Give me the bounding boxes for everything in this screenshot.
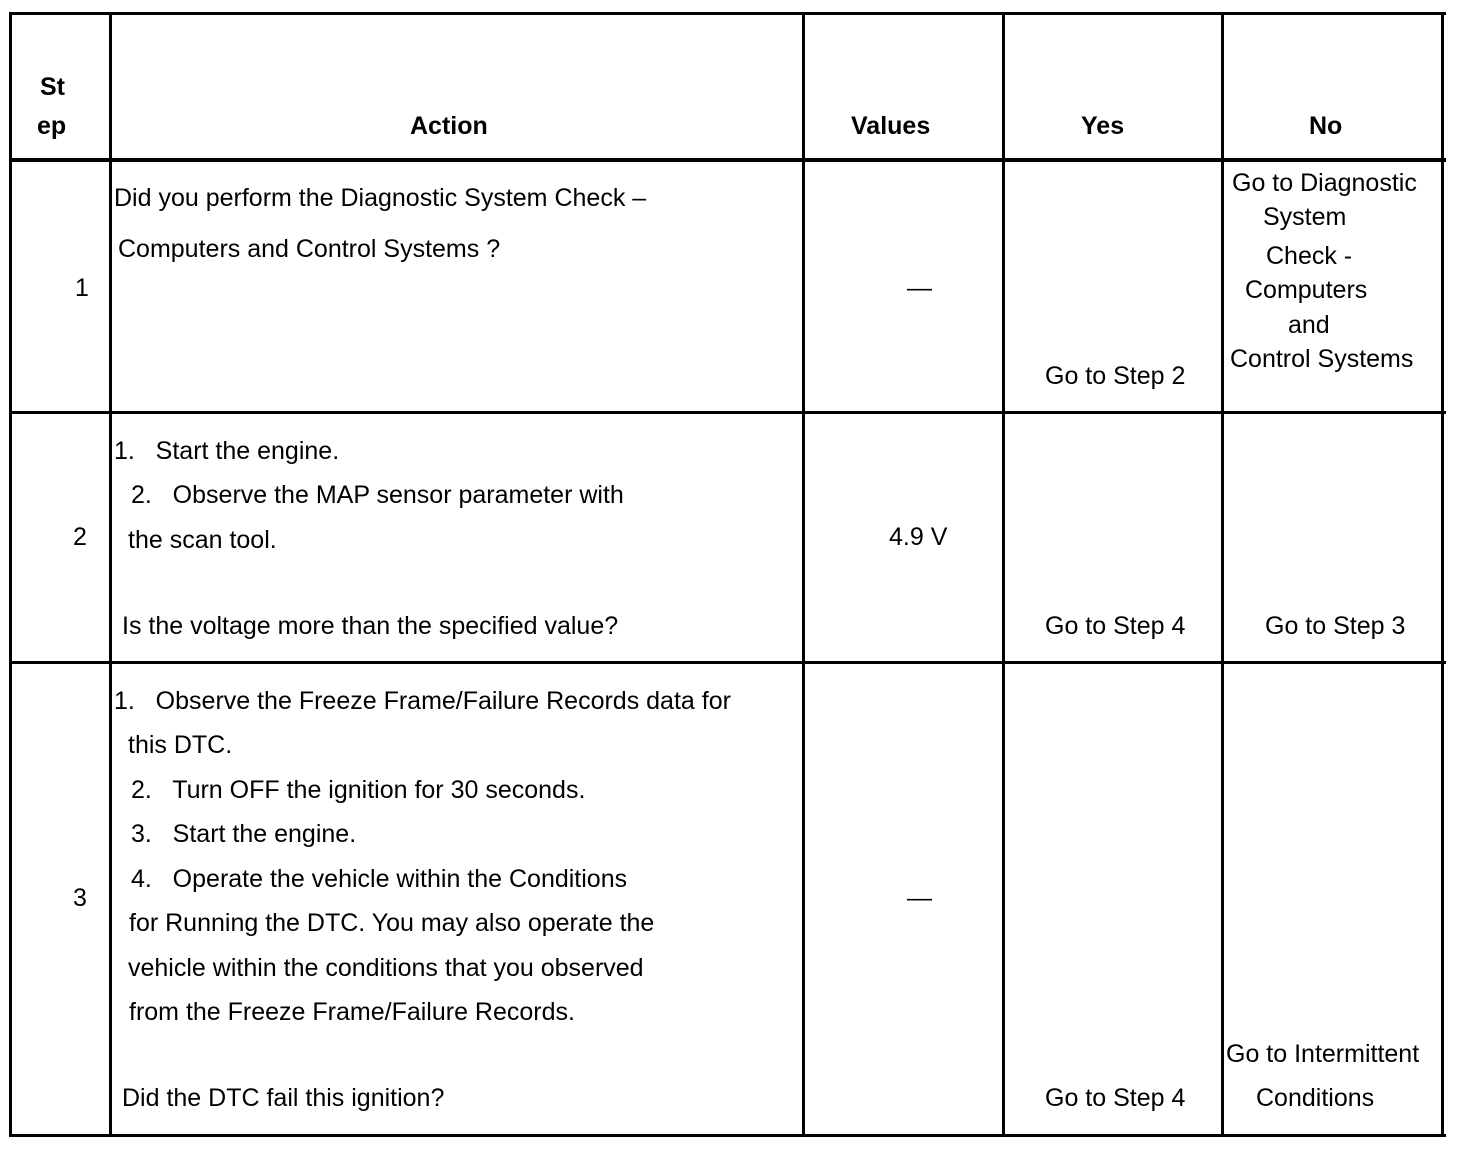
no-text: Go to Diagnostic — [1232, 169, 1417, 197]
no-text: Conditions — [1256, 1084, 1375, 1112]
action-text: vehicle within the conditions that you observed — [128, 954, 644, 982]
action-text: 1. Start the engine. — [114, 437, 340, 465]
no-text: Control Systems — [1230, 345, 1414, 373]
action-text: this DTC. — [128, 731, 233, 759]
header-values: Values — [851, 112, 931, 140]
action-text: Did the DTC fail this ignition? — [122, 1084, 445, 1112]
action-text: 2. Turn OFF the ignition for 30 seconds. — [131, 776, 586, 804]
header-yes: Yes — [1081, 112, 1125, 140]
action-text: 1. Observe the Freeze Frame/Failure Records data for — [114, 687, 731, 715]
action-text: Computers and Control Systems ? — [118, 235, 501, 263]
action-text: 3. Start the engine. — [131, 820, 357, 848]
no-text: Computers — [1245, 276, 1368, 304]
header-action: Action — [410, 112, 488, 140]
action-text: for Running the DTC. You may also operate the — [129, 909, 655, 937]
no-text: Check - — [1266, 242, 1353, 270]
value-text: 4.9 V — [889, 523, 948, 551]
table-border-top — [9, 12, 1446, 15]
no-text: System — [1263, 203, 1347, 231]
yes-text: Go to Step 4 — [1045, 1084, 1186, 1112]
no-text: Go to Intermittent — [1226, 1040, 1420, 1068]
table-border-bottom — [9, 1134, 1446, 1137]
yes-text: Go to Step 4 — [1045, 612, 1186, 640]
action-text: 2. Observe the MAP sensor parameter with — [131, 481, 624, 509]
header-step: ep — [37, 112, 67, 140]
row-divider — [9, 411, 1446, 414]
yes-text: Go to Step 2 — [1045, 362, 1186, 390]
col-divider — [109, 12, 112, 1137]
col-divider — [802, 12, 805, 1137]
header-no: No — [1309, 112, 1343, 140]
no-text: Go to Step 3 — [1265, 612, 1406, 640]
no-text: and — [1288, 311, 1330, 339]
value-text: — — [907, 884, 932, 912]
action-text: 4. Operate the vehicle within the Conditions — [131, 865, 628, 893]
table-border-right — [1441, 12, 1444, 1137]
value-text: — — [907, 274, 932, 302]
col-divider — [1002, 12, 1005, 1137]
step-number: 3 — [73, 884, 87, 912]
header-step: St — [40, 73, 65, 101]
diagnostic-table — [9, 12, 1446, 1137]
action-text: the scan tool. — [128, 526, 277, 554]
action-text: from the Freeze Frame/Failure Records. — [129, 998, 575, 1026]
table-border-left — [9, 12, 12, 1137]
col-divider — [1221, 12, 1224, 1137]
row-divider — [9, 661, 1446, 664]
header-divider — [9, 158, 1446, 162]
action-text: Is the voltage more than the specified value? — [122, 612, 619, 640]
action-text: Did you perform the Diagnostic System Check – — [114, 184, 647, 212]
step-number: 1 — [75, 274, 89, 302]
step-number: 2 — [73, 523, 87, 551]
